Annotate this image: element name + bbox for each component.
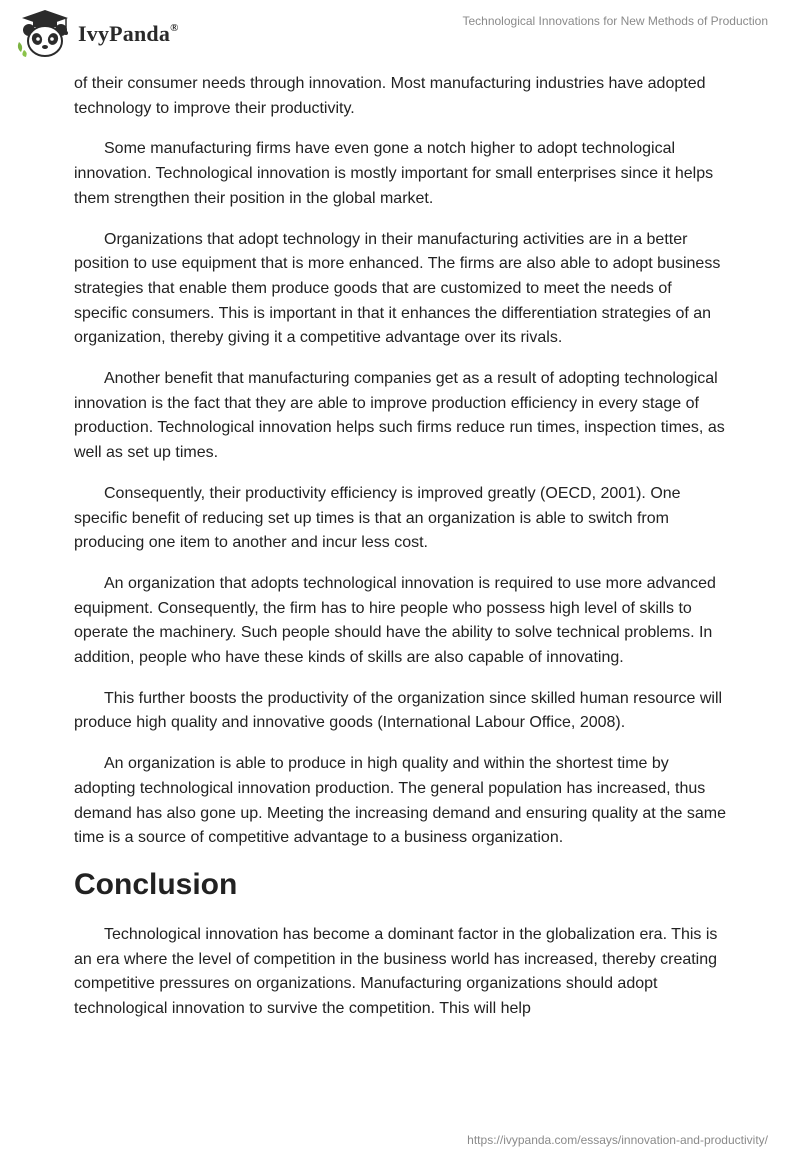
brand-name: IvyPanda® — [78, 21, 179, 46]
paragraph: This further boosts the productivity of the organization since skilled human resource will produce high quality and innovative goods (International Labour Office, 2008). — [74, 689, 723, 732]
paragraph: of their consumer needs through innovation. Most manufacturing industries have adopted technology to improve their productivity. — [74, 75, 706, 117]
paragraph: An organization is able to produce in high quality and within the shortest time by adopting technological innovation production. The general population has increased, thus demand has also gone up. Meeting the increasing demand and ensuring quality at the same time is a source of competitive advantage to a business organization. — [74, 755, 726, 847]
document-title: Technological Innovations for New Methods of Production — [462, 14, 768, 28]
paragraph: Another benefit that manufacturing companies get as a result of adopting technological innovation is the fact that they are able to improve production efficiency in every stage of production. Technological innovation helps such firms reduce run times, inspection times, as well as set up times. — [74, 370, 725, 462]
page-header — [0, 0, 800, 70]
source-url[interactable]: https://ivypanda.com/essays/innovation-and-productivity/ — [467, 1133, 768, 1147]
panda-graduate-icon — [16, 8, 74, 58]
paragraph: Consequently, their productivity efficiency is improved greatly (OECD, 2001). One specific benefit of reducing set up times is that an organization is able to switch from producing one item to another and incur less cost. — [74, 484, 681, 552]
paragraph: Organizations that adopt technology in their manufacturing activities are in a better position to use equipment that is more enhanced. The firms are also able to adopt business strategies that enable them produce goods that are customized to meet the needs of specific consumers. This is important in that it enhances the differentiation strategies of an organization, thereby giving it a competitive advantage over its rivals. — [74, 230, 721, 347]
ivypanda-logo[interactable] — [16, 8, 179, 58]
paragraph: Some manufacturing firms have even gone a notch higher to adopt technological innovation. Technological innovation is mostly important for small enterprises since it helps them strengthen their position in the global market. — [74, 140, 714, 207]
conclusion-heading: Conclusion — [74, 867, 238, 901]
conclusion-paragraph: Technological innovation has become a dominant factor in the globalization era. This is an era where the level of competition in the business world has increased, thereby creating competitive pressures on organizations. Manufacturing organizations should adopt technological innovation to survive the competition. This will help — [74, 925, 718, 1018]
paragraph: An organization that adopts technological innovation is required to use more advanced equipment. Consequently, the firm has to hire people who possess high level of skills to operate the machinery. Such people should have the ability to solve technical problems. In addition, people who have these kinds of skills are also capable of innovating. — [74, 574, 716, 667]
essay-content — [74, 72, 728, 1038]
